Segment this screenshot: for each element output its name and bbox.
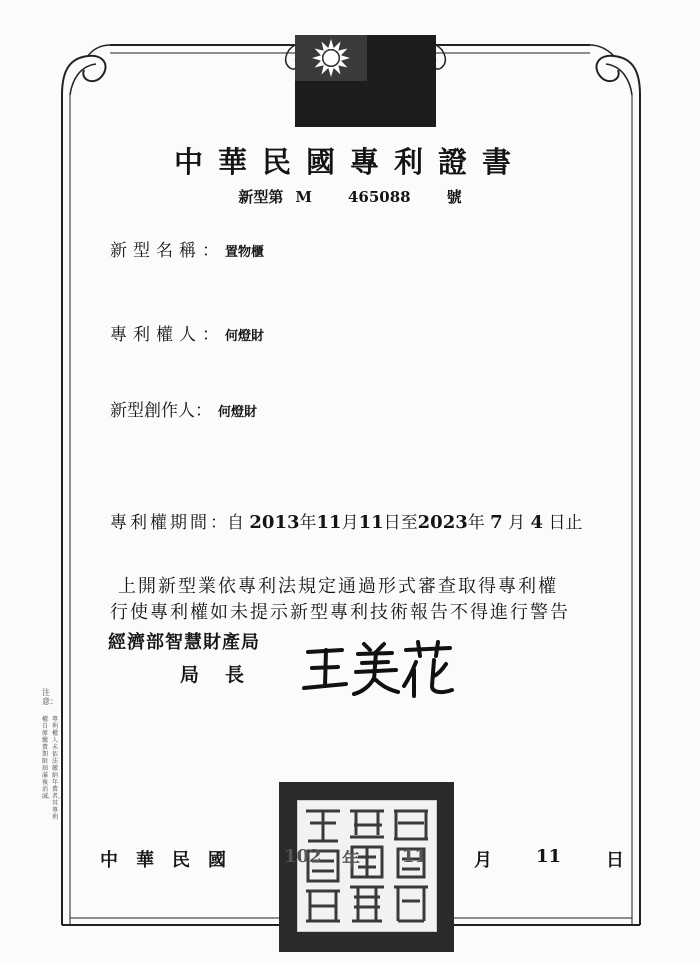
date-month: 11 — [402, 846, 428, 867]
patent-number — [0, 186, 700, 207]
term-from-year: 2013 — [249, 512, 300, 533]
patent-number-letter: M — [295, 188, 312, 206]
term-to-year: 2023 — [417, 512, 468, 533]
patent-number-prefix: 新型第 — [238, 188, 284, 206]
field-label: 新型創作人 — [110, 401, 195, 421]
field-value: 置物櫃 — [225, 245, 265, 260]
field-label: 新型名稱 — [110, 241, 202, 261]
director-signature — [300, 640, 460, 700]
side-note-line: 專利權人未依法繳納年費者，其專利 — [52, 716, 65, 821]
date-year: 102 — [284, 846, 322, 867]
term-to-day: 4 — [530, 512, 544, 533]
patent-number-suffix: 號 — [446, 188, 462, 206]
field-creator: 新型創作人：何燈財 — [110, 401, 258, 421]
patent-number-digits: 465088 — [347, 188, 411, 206]
field-value: 何燈財 — [218, 405, 258, 420]
field-utility-model-name: 新型名稱：置物櫃 — [110, 241, 265, 261]
issuing-office: 經濟部智慧財產局 — [108, 632, 260, 653]
field-patentee: 專利權人：何燈財 — [110, 325, 265, 345]
term-label: 專利權期間 — [110, 513, 210, 533]
date-day-unit: 日 — [606, 850, 624, 871]
issue-date — [0, 846, 700, 870]
statement-line: 行使專利權如未提示新型專利技術報告不得進行警告 — [110, 602, 570, 623]
date-era: 中華民國 — [100, 850, 244, 871]
term-from-month: 11 — [316, 512, 342, 533]
side-note-label: 注意： — [42, 688, 58, 706]
date-day: 11 — [536, 846, 562, 867]
certificate-title: 中華民國專利證書 — [173, 145, 526, 179]
term-from-day: 11 — [358, 512, 384, 533]
field-value: 何燈財 — [225, 329, 265, 344]
statement-line: 上開新型業依專利法規定通過形式審查取得專利權 — [118, 576, 558, 597]
national-flag-icon — [295, 35, 436, 127]
patent-term: 專利權期間：自 2013年11月11日至2023年 7 月 4 日止 — [110, 512, 583, 533]
date-month-unit: 月 — [474, 850, 492, 871]
side-note-line: 權自原繳費期限屆滿後消滅。 — [42, 716, 55, 800]
director-title: 局長 — [180, 664, 271, 686]
term-to-month: 7 — [490, 512, 503, 533]
field-label: 專利權人 — [110, 325, 202, 345]
date-year-unit: 年 — [342, 850, 360, 871]
